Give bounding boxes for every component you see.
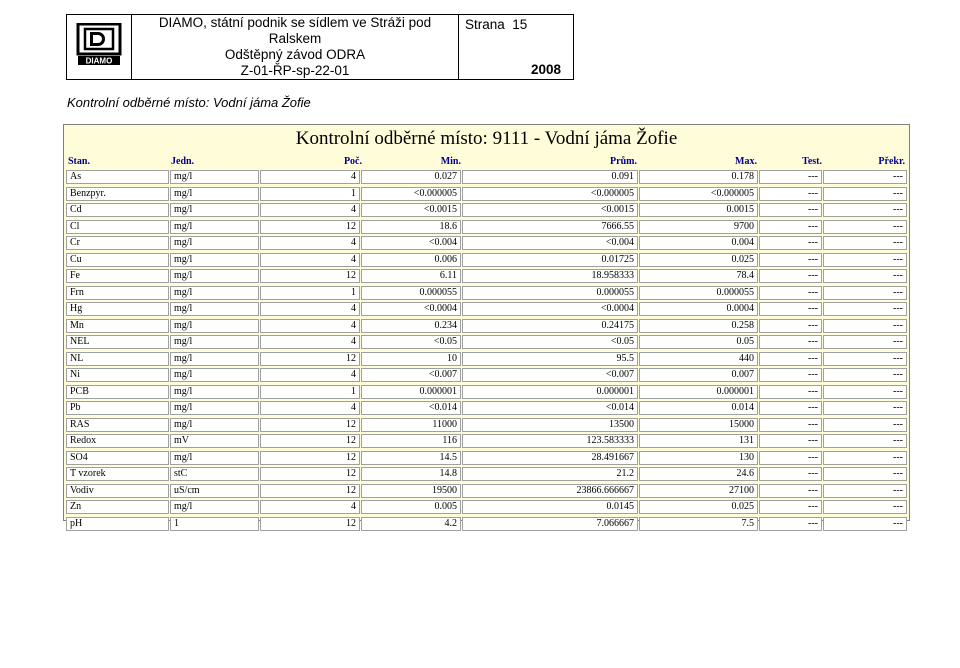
table-cell: As bbox=[66, 170, 169, 184]
table-cell: --- bbox=[823, 368, 907, 382]
table-cell: mg/l bbox=[170, 368, 259, 382]
header-right bbox=[459, 15, 574, 80]
table-cell: 10 bbox=[361, 352, 461, 366]
table-cell: Cl bbox=[66, 220, 169, 234]
table-cell: 0.004 bbox=[639, 236, 758, 250]
table-cell: 28.491667 bbox=[462, 451, 638, 465]
table-cell: <0.000005 bbox=[462, 187, 638, 201]
table-cell: <0.004 bbox=[462, 236, 638, 250]
table-cell: --- bbox=[759, 269, 822, 283]
table-cell: 0.000055 bbox=[462, 286, 638, 300]
table-cell: 12 bbox=[260, 418, 360, 432]
table-cell: --- bbox=[759, 467, 822, 481]
table-cell: <0.000005 bbox=[361, 187, 461, 201]
table-cell: 131 bbox=[639, 434, 758, 448]
table-cell: 0.014 bbox=[639, 401, 758, 415]
table-cell: --- bbox=[759, 385, 822, 399]
table-cell: 7666.55 bbox=[462, 220, 638, 234]
table-cell: 0.178 bbox=[639, 170, 758, 184]
table-cell: 4 bbox=[260, 253, 360, 267]
table-cell: 0.000055 bbox=[361, 286, 461, 300]
table-cell: 440 bbox=[639, 352, 758, 366]
table-cell: 12 bbox=[260, 220, 360, 234]
table-cell: mg/l bbox=[170, 187, 259, 201]
table-cell: 130 bbox=[639, 451, 758, 465]
table-cell: Frn bbox=[66, 286, 169, 300]
table-cell: 116 bbox=[361, 434, 461, 448]
table-cell: --- bbox=[759, 236, 822, 250]
table-cell: <0.014 bbox=[462, 401, 638, 415]
table-cell: mg/l bbox=[170, 385, 259, 399]
table-cell: mg/l bbox=[170, 500, 259, 514]
table-cell: 4 bbox=[260, 236, 360, 250]
table-cell: --- bbox=[759, 352, 822, 366]
table-cell: 12 bbox=[260, 467, 360, 481]
table-cell: --- bbox=[823, 319, 907, 333]
table-cell: SO4 bbox=[66, 451, 169, 465]
table-cell: <0.007 bbox=[462, 368, 638, 382]
table-cell: 4.2 bbox=[361, 517, 461, 531]
table-cell: <0.05 bbox=[462, 335, 638, 349]
table-cell: <0.0004 bbox=[462, 302, 638, 316]
table-cell: 123.583333 bbox=[462, 434, 638, 448]
table-cell: --- bbox=[823, 401, 907, 415]
page-label: Strana bbox=[465, 17, 505, 32]
diamo-logo-icon bbox=[76, 23, 122, 67]
table-cell: --- bbox=[823, 170, 907, 184]
table-cell: Zn bbox=[66, 500, 169, 514]
table-cell: --- bbox=[759, 401, 822, 415]
table-cell: mg/l bbox=[170, 319, 259, 333]
table-cell: --- bbox=[823, 500, 907, 514]
table-cell: <0.0015 bbox=[462, 203, 638, 217]
table-cell: --- bbox=[759, 203, 822, 217]
table-cell: 0.025 bbox=[639, 500, 758, 514]
table-cell: 0.007 bbox=[639, 368, 758, 382]
table-cell: --- bbox=[759, 170, 822, 184]
table-cell: <0.0015 bbox=[361, 203, 461, 217]
table-cell: mg/l bbox=[170, 253, 259, 267]
table-cell: --- bbox=[823, 302, 907, 316]
table-cell: uS/cm bbox=[170, 484, 259, 498]
table-cell: Benzpyr. bbox=[66, 187, 169, 201]
branch-name: Odštěpný závod ODRA bbox=[224, 47, 366, 62]
column-header-min: Min. bbox=[440, 156, 461, 167]
table-cell: 4 bbox=[260, 368, 360, 382]
table-cell: 0.000001 bbox=[639, 385, 758, 399]
table-cell: 0.027 bbox=[361, 170, 461, 184]
table-cell: mg/l bbox=[170, 302, 259, 316]
table-cell: --- bbox=[823, 286, 907, 300]
table-cell: 1 bbox=[260, 385, 360, 399]
table-cell: NL bbox=[66, 352, 169, 366]
table-cell: 0.01725 bbox=[462, 253, 638, 267]
table-cell: --- bbox=[823, 434, 907, 448]
column-header-poc: Poč. bbox=[343, 156, 362, 167]
table-cell: 0.000001 bbox=[462, 385, 638, 399]
table-cell: --- bbox=[759, 319, 822, 333]
table-cell: 13500 bbox=[462, 418, 638, 432]
table-cell: pH bbox=[66, 517, 169, 531]
table-cell: --- bbox=[823, 451, 907, 465]
table-cell: T vzorek bbox=[66, 467, 169, 481]
table-cell: mg/l bbox=[170, 335, 259, 349]
table-cell: Cr bbox=[66, 236, 169, 250]
table-cell: --- bbox=[759, 253, 822, 267]
table-cell: --- bbox=[823, 335, 907, 349]
table-cell: 4 bbox=[260, 319, 360, 333]
table-cell: --- bbox=[823, 517, 907, 531]
column-header-max: Max. bbox=[735, 156, 757, 167]
table-cell: <0.05 bbox=[361, 335, 461, 349]
table-cell: --- bbox=[759, 220, 822, 234]
table-cell: 12 bbox=[260, 269, 360, 283]
table-cell: mg/l bbox=[170, 220, 259, 234]
table-cell: 18.6 bbox=[361, 220, 461, 234]
table-cell: --- bbox=[823, 484, 907, 498]
table-cell: <0.014 bbox=[361, 401, 461, 415]
document-header bbox=[66, 14, 574, 80]
table-cell: <0.0004 bbox=[361, 302, 461, 316]
table-cell: 4 bbox=[260, 335, 360, 349]
table-cell: 95.5 bbox=[462, 352, 638, 366]
table-cell: 1 bbox=[260, 187, 360, 201]
table-cell: --- bbox=[759, 368, 822, 382]
table-cell: mg/l bbox=[170, 286, 259, 300]
table-cell: <0.004 bbox=[361, 236, 461, 250]
table-cell: --- bbox=[759, 451, 822, 465]
table-cell: 0.0015 bbox=[639, 203, 758, 217]
column-header-prekr: Překr. bbox=[878, 156, 905, 167]
table-cell: mg/l bbox=[170, 451, 259, 465]
table-cell: 1 bbox=[260, 286, 360, 300]
table-cell: stC bbox=[170, 467, 259, 481]
table-cell: mg/l bbox=[170, 170, 259, 184]
table-cell: 6.11 bbox=[361, 269, 461, 283]
table-cell: 12 bbox=[260, 434, 360, 448]
section-title: Kontrolní odběrné místo: Vodní jáma Žofie bbox=[67, 95, 311, 110]
table-cell: 12 bbox=[260, 451, 360, 465]
column-header-stan: Stan. bbox=[68, 156, 90, 167]
table-cell: --- bbox=[823, 352, 907, 366]
table-cell: Ni bbox=[66, 368, 169, 382]
table-cell: 15000 bbox=[639, 418, 758, 432]
header-center bbox=[132, 15, 459, 80]
table-cell: --- bbox=[759, 517, 822, 531]
svg-text:DIAMO: DIAMO bbox=[85, 56, 113, 65]
table-cell: --- bbox=[823, 269, 907, 283]
table-title: Kontrolní odběrné místo: 9111 - Vodní jáma Žofie bbox=[295, 128, 678, 149]
table-cell: 4 bbox=[260, 401, 360, 415]
table-cell: 78.4 bbox=[639, 269, 758, 283]
table-cell: 19500 bbox=[361, 484, 461, 498]
table-cell: 12 bbox=[260, 352, 360, 366]
table-cell: 0.258 bbox=[639, 319, 758, 333]
table-cell: mg/l bbox=[170, 401, 259, 415]
table-cell: --- bbox=[759, 500, 822, 514]
table-cell: 12 bbox=[260, 484, 360, 498]
table-cell: 4 bbox=[260, 302, 360, 316]
table-cell: 1 bbox=[170, 517, 259, 531]
table-cell: Mn bbox=[66, 319, 169, 333]
table-cell: 4 bbox=[260, 170, 360, 184]
table-cell: 14.5 bbox=[361, 451, 461, 465]
table-cell: mg/l bbox=[170, 269, 259, 283]
table-cell: --- bbox=[759, 187, 822, 201]
table-cell: mg/l bbox=[170, 352, 259, 366]
logo-cell bbox=[67, 15, 132, 80]
table-cell: mV bbox=[170, 434, 259, 448]
table-cell: Fe bbox=[66, 269, 169, 283]
document-code: Z-01-ŘP-sp-22-01 bbox=[240, 63, 350, 78]
table-cell: 4 bbox=[260, 203, 360, 217]
table-cell: 27100 bbox=[639, 484, 758, 498]
table-cell: <0.007 bbox=[361, 368, 461, 382]
table-cell: Cd bbox=[66, 203, 169, 217]
table-cell: 0.091 bbox=[462, 170, 638, 184]
organization-name: DIAMO, státní podnik se sídlem ve Stráži pod Ralskem bbox=[158, 15, 432, 46]
measurement-table bbox=[63, 124, 910, 529]
table-cell: Cu bbox=[66, 253, 169, 267]
table-cell: 24.6 bbox=[639, 467, 758, 481]
table-cell: 23866.666667 bbox=[462, 484, 638, 498]
table-cell: 21.2 bbox=[462, 467, 638, 481]
table-cell: 0.05 bbox=[639, 335, 758, 349]
table-cell: PCB bbox=[66, 385, 169, 399]
table-cell: 0.0145 bbox=[462, 500, 638, 514]
page-number: 15 bbox=[512, 17, 528, 32]
table-cell: Pb bbox=[66, 401, 169, 415]
table-cell: --- bbox=[759, 418, 822, 432]
table-cell: --- bbox=[823, 253, 907, 267]
table-cell: 7.066667 bbox=[462, 517, 638, 531]
table-cell: 0.24175 bbox=[462, 319, 638, 333]
table-cell: 0.0004 bbox=[639, 302, 758, 316]
column-header-prum: Prům. bbox=[610, 156, 637, 167]
table-cell: Vodiv bbox=[66, 484, 169, 498]
table-cell: 7.5 bbox=[639, 517, 758, 531]
table-cell: 4 bbox=[260, 500, 360, 514]
table-cell: mg/l bbox=[170, 236, 259, 250]
table-cell: 18.958333 bbox=[462, 269, 638, 283]
year: 2008 bbox=[530, 62, 561, 77]
table-cell: 0.000001 bbox=[361, 385, 461, 399]
table-cell: --- bbox=[759, 286, 822, 300]
table-cell: 0.000055 bbox=[639, 286, 758, 300]
column-header-jedn: Jedn. bbox=[171, 156, 195, 167]
table-cell: 12 bbox=[260, 517, 360, 531]
table-cell: --- bbox=[823, 418, 907, 432]
table-cell: Redox bbox=[66, 434, 169, 448]
table-cell: --- bbox=[823, 467, 907, 481]
table-cell: Hg bbox=[66, 302, 169, 316]
table-cell: 0.005 bbox=[361, 500, 461, 514]
table-cell: --- bbox=[759, 302, 822, 316]
table-cell: 0.025 bbox=[639, 253, 758, 267]
column-header-test: Test. bbox=[802, 156, 822, 167]
table-cell: NEL bbox=[66, 335, 169, 349]
table-cell: --- bbox=[823, 203, 907, 217]
table-cell: 14.8 bbox=[361, 467, 461, 481]
table-cell: --- bbox=[759, 484, 822, 498]
table-cell: 0.006 bbox=[361, 253, 461, 267]
table-cell: --- bbox=[823, 236, 907, 250]
table-cell: 9700 bbox=[639, 220, 758, 234]
table-cell: --- bbox=[759, 434, 822, 448]
table-cell: --- bbox=[823, 187, 907, 201]
table-cell: --- bbox=[759, 335, 822, 349]
table-cell: 11000 bbox=[361, 418, 461, 432]
table-cell: mg/l bbox=[170, 203, 259, 217]
table-cell: 0.234 bbox=[361, 319, 461, 333]
table-cell: mg/l bbox=[170, 418, 259, 432]
table-cell: RAS bbox=[66, 418, 169, 432]
table-cell: --- bbox=[823, 385, 907, 399]
table-cell: <0.000005 bbox=[639, 187, 758, 201]
table-cell: --- bbox=[823, 220, 907, 234]
